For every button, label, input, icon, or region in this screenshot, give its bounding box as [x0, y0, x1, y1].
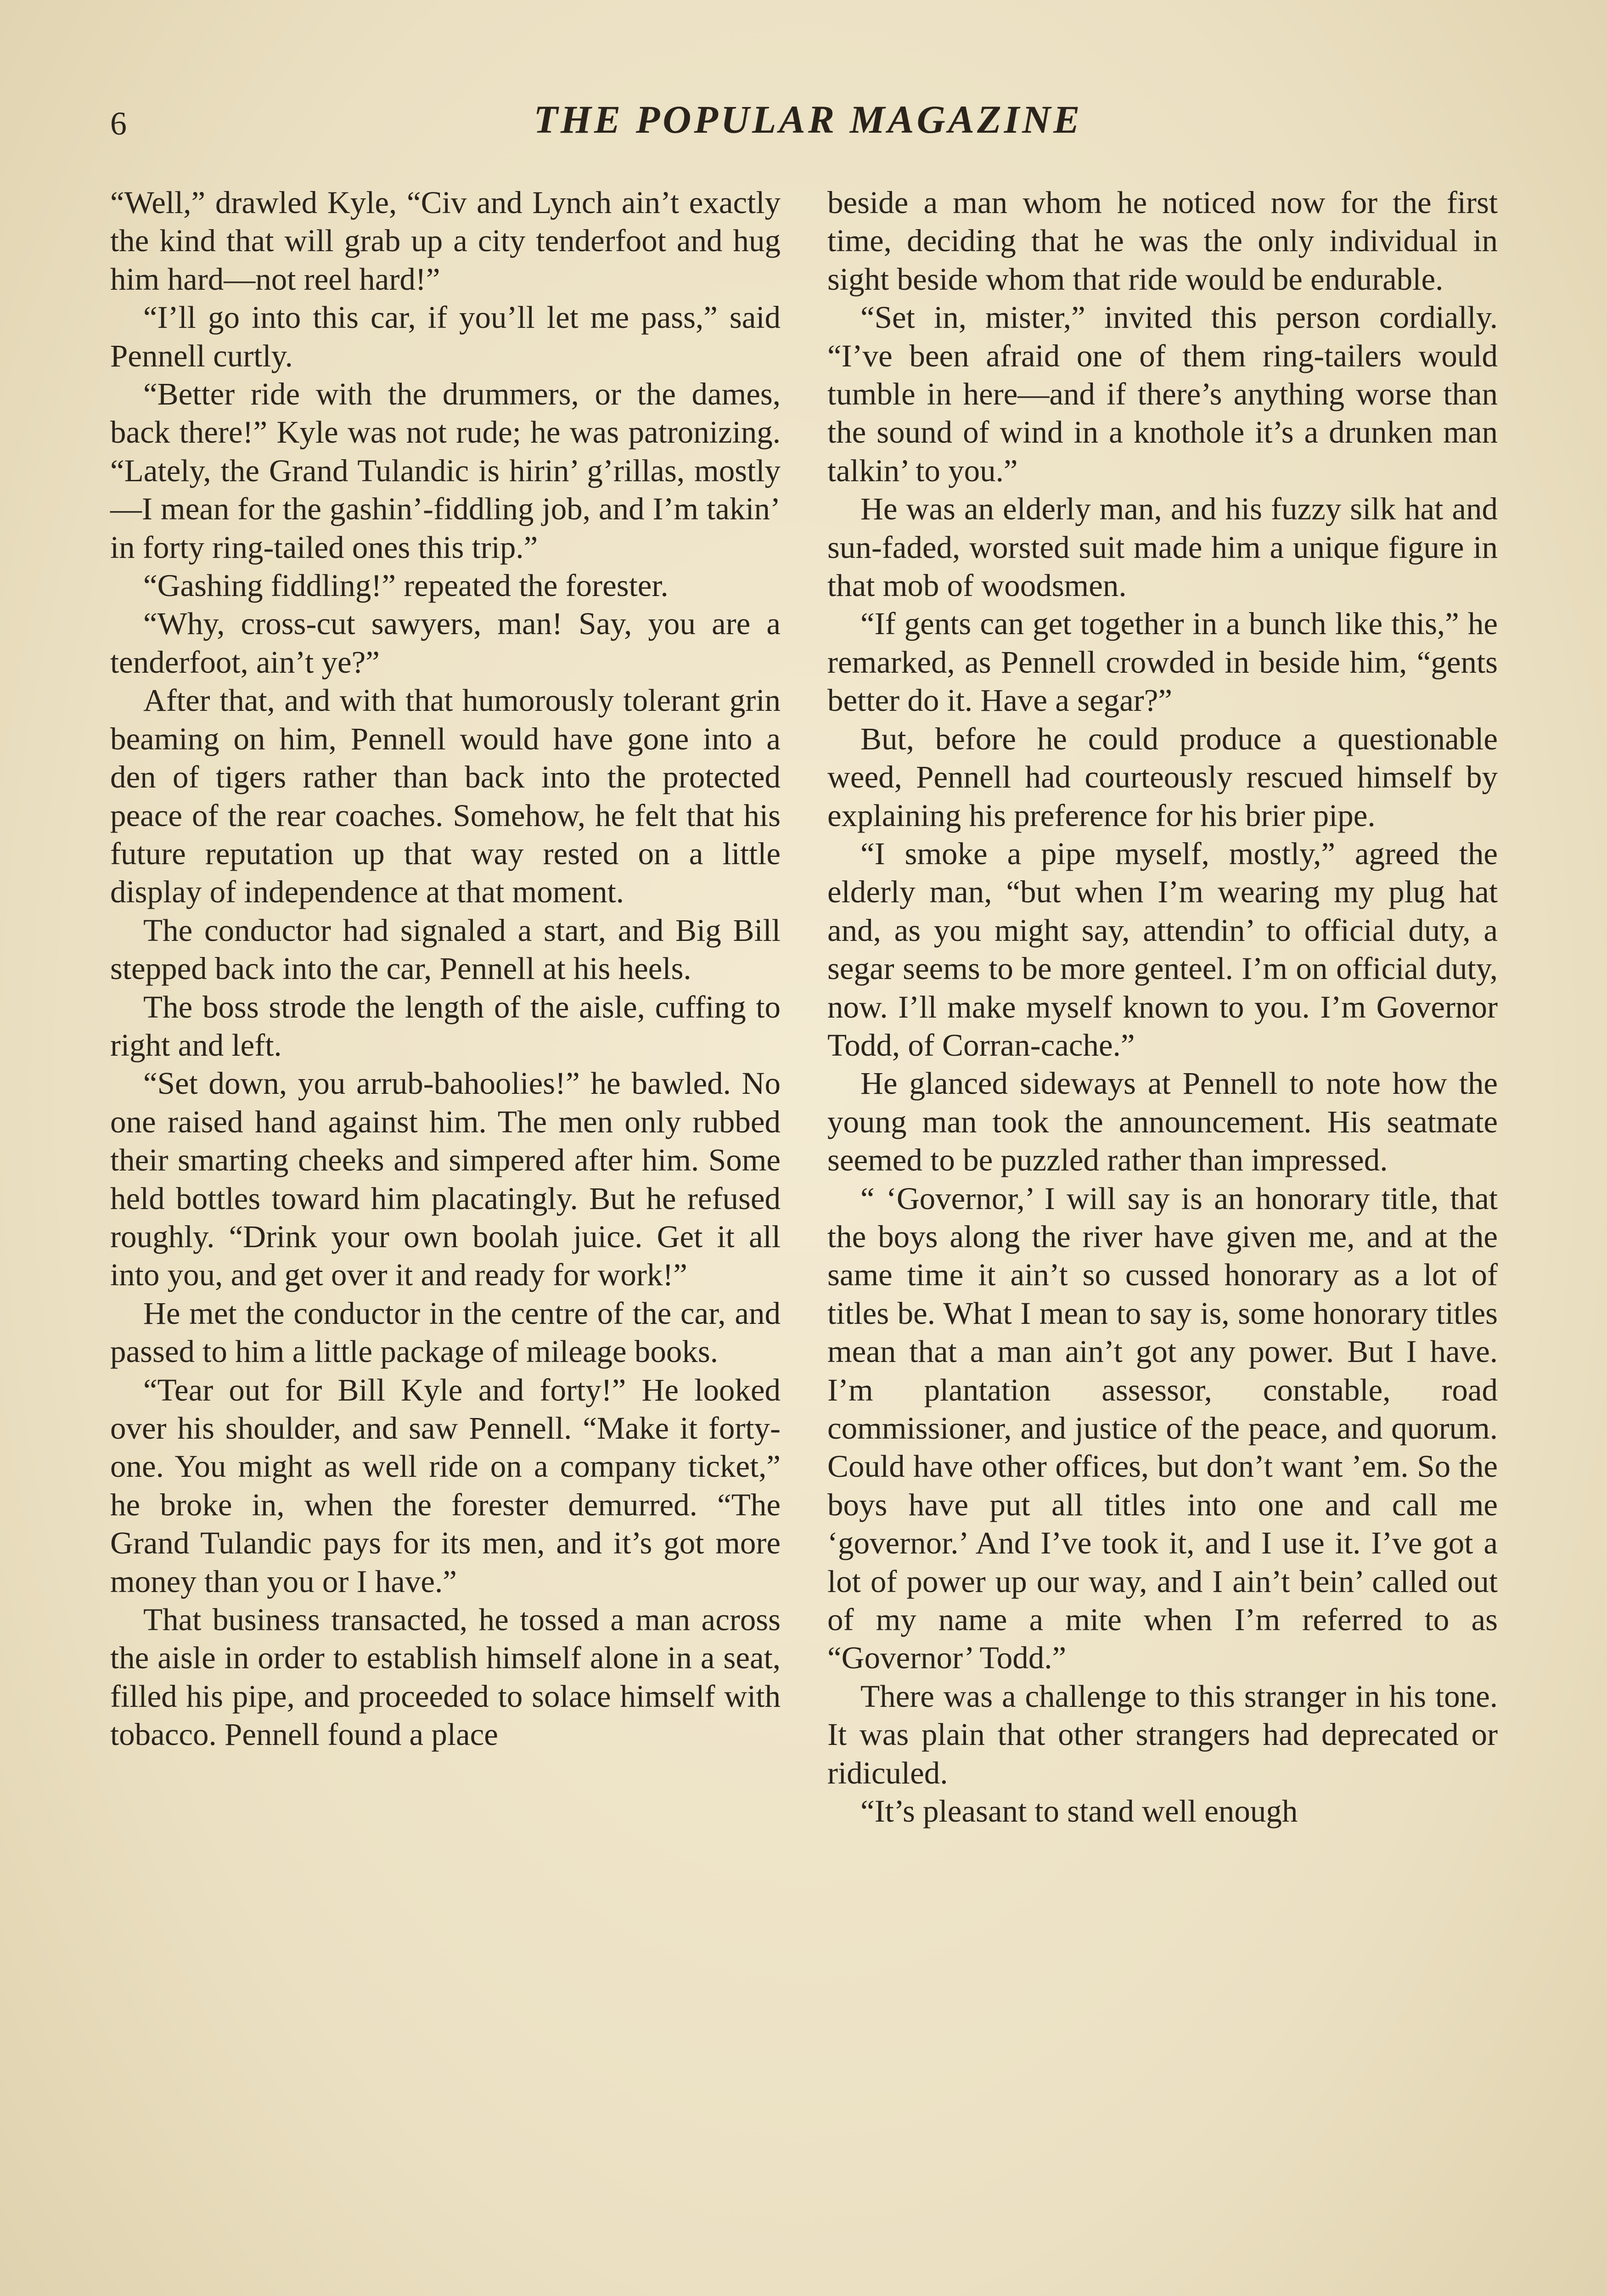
paragraph: “It’s pleasant to stand well enough — [860, 1794, 1298, 1829]
paragraph: “Tear out for Bill Kyle and forty!” He looked over his shoulder, and saw Pennell. “Make it forty-one. You might as well ride on a company ticket,” he broke in, when the forester demurred. “The Grand Tulandic pays for its men, and it’s got more money than you or I have.” — [110, 1372, 781, 1599]
paragraph: “Gashing fiddling!” repeated the forester. — [143, 568, 669, 603]
paragraph: The conductor had signaled a start, and Big Bill stepped back into the car, Pennell at his heels. — [110, 912, 781, 986]
paragraph: After that, and with that humorously tolerant grin beaming on him, Pennell would have gone into a den of tigers rather than back into the protected peace of the rear coaches. Somehow, he felt that his future reputation up that way rested on a little display of independence at that moment. — [110, 683, 781, 910]
paragraph: “ ‘Governor,’ I will say is an honorary title, that the boys along the river have given me, and at the same time it ain’t so cussed honorary as a lot of titles be. What I mean to say is, some honorary titles mean that a man ain’t got any power. But I have. I’m plantation assessor, constable, road commissioner, and justice of the peace, and quorum. Could have other offices, but don’t want ’em. So the boys have put all titles into one and call me ‘governor.’ And I’ve took it, and I use it. I’ve got a lot of power up our way, and I ain’t bein’ called out of my name a mite when I’m referred to as “Governor’ Todd.” — [827, 1181, 1498, 1676]
paragraph: “If gents can get together in a bunch like this,” he remarked, as Pennell crowded in beside him, “gents better do it. Have a segar?” — [827, 606, 1498, 718]
paragraph: He was an elderly man, and his fuzzy silk hat and sun-faded, worsted suit made him a unique figure in that mob of woodsmen. — [827, 491, 1498, 603]
page-header — [110, 96, 1506, 161]
right-column — [827, 184, 1498, 1830]
paragraph: He met the conductor in the centre of the car, and passed to him a little package of mileage books. — [110, 1295, 781, 1369]
running-title: THE POPULAR MAGAZINE — [534, 97, 1083, 141]
paragraph: “Set in, mister,” invited this person cordially. “I’ve been afraid one of them ring-tailers would tumble in here—and if there’s anything worse than the sound of wind in a knothole it’s a drunken man talkin’ to you.” — [827, 300, 1498, 488]
paragraph: That business transacted, he tossed a man across the aisle in order to establish himself alone in a seat, filled his pipe, and proceeded to solace himself with tobacco. Pennell found a place — [110, 1602, 781, 1752]
paragraph: “Well,” drawled Kyle, “Civ and Lynch ain’t exactly the kind that will grab up a city tenderfoot and hug him hard—not reel hard!” — [110, 185, 781, 297]
page-number: 6 — [110, 105, 127, 142]
paragraph: The boss strode the length of the aisle, cuffing to right and left. — [110, 989, 781, 1063]
left-column — [110, 184, 781, 1754]
paragraph: But, before he could produce a questionable weed, Pennell had courteously rescued himself by explaining his preference for his brier pipe. — [827, 721, 1498, 833]
paragraph: “I smoke a pipe myself, mostly,” agreed the elderly man, “but when I’m wearing my plug hat and, as you might say, attendin’ to official duty, a segar seems to be more genteel. I’m on official duty, now. I’ll make myself known to you. I’m Governor Todd, of Corran-cache.” — [827, 836, 1498, 1063]
paragraph: There was a challenge to this stranger in his tone. It was plain that other strangers had deprecated or ridiculed. — [827, 1678, 1498, 1790]
paragraph: “Better ride with the drummers, or the dames, back there!” Kyle was not rude; he was patronizing. “Lately, the Grand Tulandic is hirin’ g’rillas, mostly —I mean for the gashin’-fiddling job, and I’m takin’ in forty ring-tailed ones this trip.” — [110, 377, 781, 565]
paragraph: “Why, cross-cut sawyers, man! Say, you are a tenderfoot, ain’t ye?” — [110, 606, 781, 680]
paragraph: He glanced sideways at Pennell to note how the young man took the announcement. His seatmate seemed to be puzzled rather than impressed. — [827, 1066, 1498, 1178]
paragraph: “I’ll go into this car, if you’ll let me pass,” said Pennell curtly. — [110, 300, 781, 373]
paragraph: beside a man whom he noticed now for the first time, deciding that he was the only individual in sight beside whom that ride would be endurable. — [827, 185, 1498, 297]
paragraph: “Set down, you arrub-bahoolies!” he bawled. No one raised hand against him. The men only rubbed their smarting cheeks and simpered after him. Some held bottles toward him placatingly. But he refused roughly. “Drink your own boolah juice. Get it all into you, and get over it and ready for work!” — [110, 1066, 781, 1293]
